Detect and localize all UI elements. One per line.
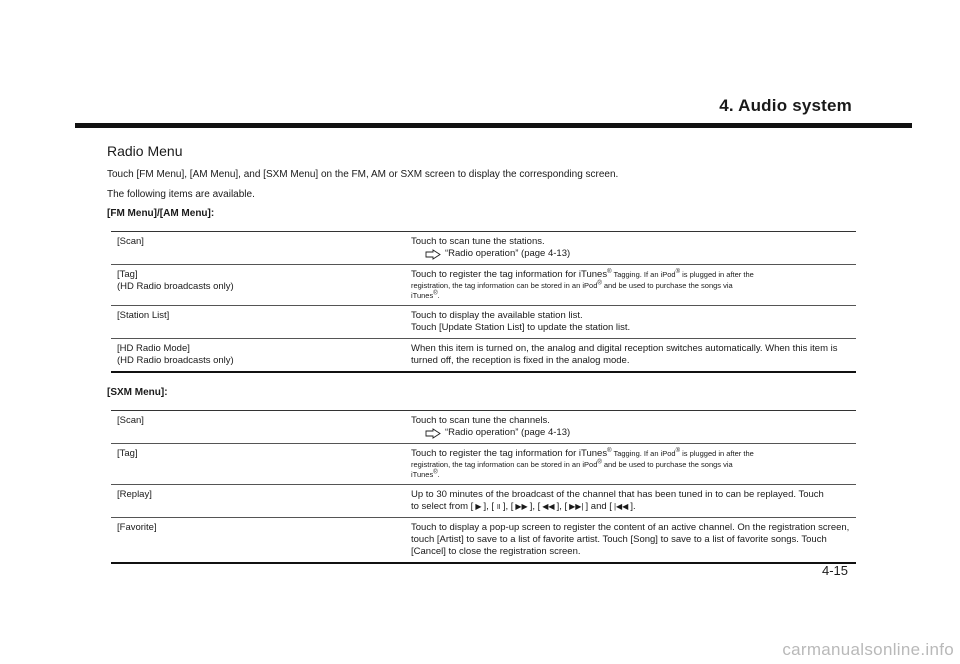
fm-am-heading: [FM Menu]/[AM Menu]:	[107, 208, 215, 219]
item-cell	[111, 306, 405, 339]
item-label: [Scan]	[117, 415, 144, 426]
desc-text: is plugged in after the	[680, 449, 754, 458]
item-cell	[111, 411, 405, 444]
item-cell	[111, 265, 405, 306]
section-title: Radio Menu	[107, 143, 183, 159]
period: .	[437, 470, 440, 479]
reference-text[interactable]: “Radio operation” (page 4-13)	[445, 427, 571, 438]
desc-text: Touch to display the available station list.	[411, 310, 583, 321]
desc-text: registration, the tag information can be stored in an iPod	[411, 460, 598, 469]
separator: ], [	[502, 501, 514, 512]
content	[107, 143, 852, 564]
desc-text: is plugged in after the	[680, 270, 754, 279]
desc-text: Touch to register the tag information for iTunes	[411, 269, 608, 280]
desc-text: Up to 30 minutes of the broadcast of the channel that has been tuned in to can be replayed. Touch	[411, 489, 824, 500]
registered-mark: ®	[607, 268, 612, 275]
separator: ], [	[529, 501, 541, 512]
registered-mark: ®	[675, 268, 681, 275]
desc-cell	[405, 444, 856, 485]
play-icon: ▶	[475, 502, 482, 511]
desc-text: Touch to scan tune the channels.	[411, 415, 550, 426]
desc-text: to select from [	[411, 501, 474, 512]
item-label: [Station List]	[117, 310, 170, 321]
item-label: [Scan]	[117, 236, 144, 247]
desc-cell	[405, 518, 856, 564]
item-cell	[111, 232, 405, 265]
separator: ], [	[483, 501, 495, 512]
registered-mark: ®	[607, 447, 612, 454]
item-note: (HD Radio broadcasts only)	[117, 355, 234, 366]
cross-reference	[411, 427, 850, 439]
desc-cell	[405, 232, 856, 265]
period: .	[437, 291, 440, 300]
fast-forward-icon: ▶▶	[515, 502, 528, 511]
intro-text: Touch [FM Menu], [AM Menu], and [SXM Menu] on the FM, AM or SXM screen to display the corresponding screen.	[107, 169, 619, 180]
reference-pointer-icon	[425, 249, 441, 260]
header-rule	[75, 123, 912, 128]
skip-next-icon: ▶▶|	[569, 502, 584, 511]
cross-reference	[411, 248, 850, 260]
table-row	[111, 518, 856, 564]
separator: ].	[630, 501, 636, 512]
desc-cell	[405, 485, 856, 518]
desc-cell	[405, 411, 856, 444]
desc-text: and be used to purchase the songs via	[601, 460, 733, 469]
desc-text: Tagging. If an iPod	[611, 270, 676, 279]
desc-text: and be used to purchase the songs via	[601, 281, 733, 290]
pause-icon: ॥	[496, 502, 501, 511]
desc-text: Touch to display a pop-up screen to register the content of an active channel. On the registration screen, touch [Artist] to save to a list of favorite artist. Touch [Song] to save to a list of favorite songs. Touch [Cancel] to close the registration screen.	[411, 522, 850, 557]
fm-am-table	[111, 231, 856, 373]
sxm-table	[111, 410, 856, 564]
desc-text: When this item is turned on, the analog and digital reception switches automatically. When this item is turned off, the reception is fixed in the analog mode.	[411, 343, 838, 366]
item-label: [Tag]	[117, 448, 138, 459]
item-cell	[111, 485, 405, 518]
watermark: carmanualsonline.info	[782, 640, 954, 659]
item-cell	[111, 518, 405, 564]
registered-mark: ®	[433, 290, 438, 297]
item-note: (HD Radio broadcasts only)	[117, 281, 234, 292]
page-number: 4-15	[821, 563, 848, 578]
table-row	[111, 265, 856, 306]
registered-mark: ®	[675, 447, 681, 454]
desc-text: Touch [Update Station List] to update the station list.	[411, 322, 631, 333]
desc-text: iTunes	[411, 470, 434, 479]
rewind-icon: ◀◀	[542, 502, 555, 511]
separator: ] and [	[585, 501, 612, 512]
item-label: [Replay]	[117, 489, 152, 500]
available-text: The following items are available.	[107, 189, 255, 200]
table-row	[111, 444, 856, 485]
item-cell	[111, 444, 405, 485]
registered-mark: ®	[433, 469, 438, 476]
desc-text: Touch to register the tag information for iTunes	[411, 448, 608, 459]
table-row	[111, 339, 856, 373]
item-label: [Tag]	[117, 269, 138, 280]
registered-mark: ®	[597, 459, 602, 466]
reference-text[interactable]: “Radio operation” (page 4-13)	[445, 248, 571, 259]
table-row	[111, 306, 856, 339]
item-label: [Favorite]	[117, 522, 157, 533]
item-cell	[111, 339, 405, 373]
registered-mark: ®	[597, 280, 602, 287]
desc-text: registration, the tag information can be stored in an iPod	[411, 281, 598, 290]
sxm-heading: [SXM Menu]:	[107, 387, 168, 398]
chapter-title: 4. Audio system	[719, 96, 852, 115]
desc-text: iTunes	[411, 291, 434, 300]
desc-text: Tagging. If an iPod	[611, 449, 676, 458]
reference-pointer-icon	[425, 428, 441, 439]
table-row	[111, 485, 856, 518]
table-row	[111, 232, 856, 265]
separator: ], [	[556, 501, 568, 512]
table-row	[111, 411, 856, 444]
desc-cell	[405, 265, 856, 306]
desc-text: Touch to scan tune the stations.	[411, 236, 545, 247]
item-label: [HD Radio Mode]	[117, 343, 190, 354]
desc-cell	[405, 339, 856, 373]
skip-previous-icon: |◀◀	[613, 502, 629, 511]
desc-cell	[405, 306, 856, 339]
